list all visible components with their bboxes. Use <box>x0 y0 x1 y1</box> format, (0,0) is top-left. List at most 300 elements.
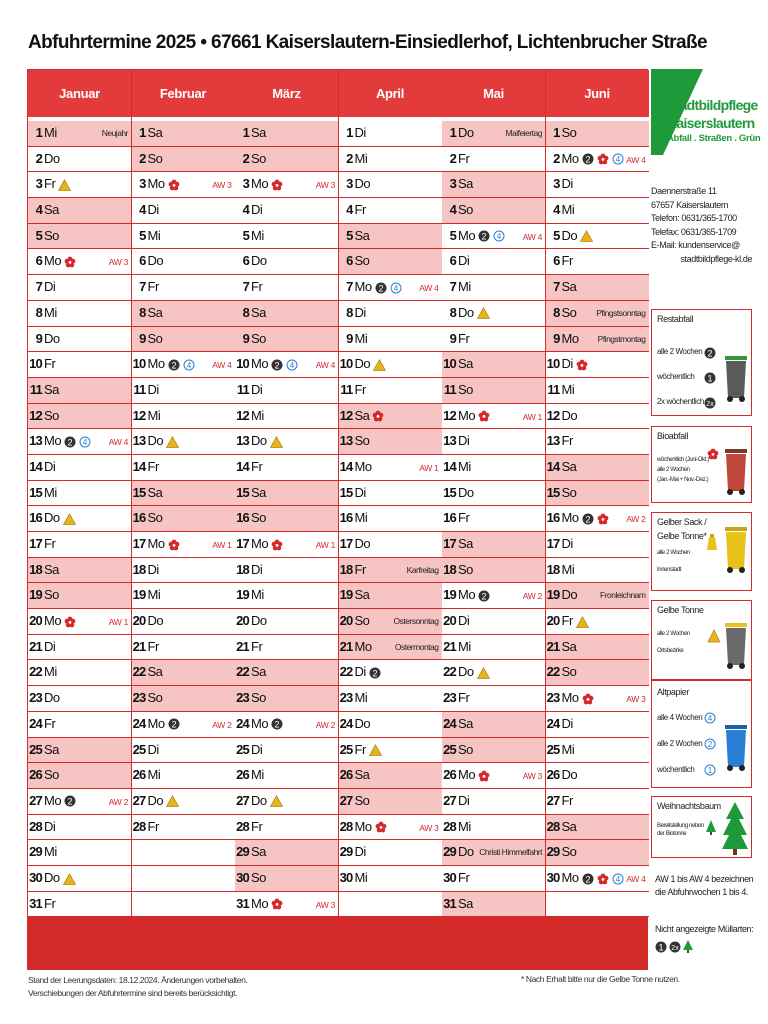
day-number: 3 <box>242 176 249 192</box>
triangle-icon <box>576 616 589 628</box>
svg-text:2x: 2x <box>706 401 714 408</box>
day-cell <box>235 275 338 301</box>
legend-weihnachtsbaum <box>651 796 752 858</box>
day-number: 23 <box>29 690 42 706</box>
day-number: 10 <box>443 356 456 372</box>
weekday: Mi <box>251 407 264 423</box>
day-number: 9 <box>242 330 249 346</box>
email-line: E-Mail: kundenservice@ <box>651 240 740 250</box>
day-number: 13 <box>339 433 353 449</box>
weekly-icon <box>704 371 716 389</box>
svg-text:4: 4 <box>393 283 398 293</box>
four-weekly-icon <box>493 230 505 242</box>
weekday: Di <box>251 202 263 218</box>
weekday: Mi <box>251 767 264 783</box>
svg-text:2: 2 <box>585 154 591 165</box>
svg-text:1: 1 <box>707 766 713 775</box>
weekday: Do <box>147 433 164 449</box>
day-number: 20 <box>546 613 560 629</box>
day-number: 17 <box>236 536 249 551</box>
day-cell <box>339 198 442 224</box>
svg-text:2: 2 <box>481 231 487 242</box>
day-cell <box>235 455 338 481</box>
month-column <box>28 70 131 917</box>
day-cell <box>28 532 131 558</box>
weekday: Fr <box>251 458 263 474</box>
day-number: 29 <box>339 844 353 860</box>
day-cell <box>442 172 545 198</box>
weekday: Mo <box>147 356 165 372</box>
holiday-label: Karfreitag <box>406 564 439 575</box>
flower-icon <box>271 179 283 191</box>
legend-gelbe-tonne <box>651 600 752 680</box>
day-cell <box>132 147 235 173</box>
four-weekly-icon <box>286 359 298 371</box>
legend-title: Altpapier <box>657 687 689 697</box>
weekday: Fr <box>458 510 470 526</box>
weekday: Mi <box>458 638 471 654</box>
day-number: 12 <box>132 407 146 423</box>
day-number: 8 <box>346 304 353 320</box>
day-cell <box>339 686 442 712</box>
weekday: So <box>354 792 370 808</box>
day-number: 18 <box>29 561 42 577</box>
triangle-icon <box>580 230 593 242</box>
day-number: 6 <box>346 253 353 269</box>
pickup-week-label: AW 4 <box>522 231 542 242</box>
weekday: Mi <box>251 227 264 243</box>
small-tree-icon <box>683 940 693 958</box>
day-number: 22 <box>132 664 146 680</box>
day-number: 9 <box>553 330 560 346</box>
weekday: Sa <box>458 176 473 192</box>
day-cell <box>28 404 131 430</box>
day-cell <box>132 275 235 301</box>
two-weekly-icon <box>478 230 490 242</box>
day-cell <box>28 172 131 198</box>
weekday: Di <box>44 279 56 295</box>
day-number: 10 <box>29 356 42 372</box>
weekday: Sa <box>44 741 59 757</box>
four-weekly-icon <box>704 711 716 729</box>
weekday: Mi <box>44 664 57 680</box>
svg-text:2: 2 <box>171 719 177 730</box>
day-cell <box>235 198 338 224</box>
day-cell <box>132 532 235 558</box>
legend-gelber-sack <box>651 512 752 591</box>
day-number: 26 <box>443 767 456 783</box>
triangle-icon <box>477 667 490 679</box>
weekday: So <box>458 202 473 218</box>
day-cell <box>442 815 545 841</box>
day-number: 3 <box>449 176 456 192</box>
day-cell <box>442 686 545 712</box>
day-number: 21 <box>236 638 249 654</box>
weekday: Di <box>147 561 159 577</box>
weekday: Di <box>561 176 573 192</box>
day-cell <box>235 840 338 866</box>
svg-text:2: 2 <box>67 437 73 448</box>
weekday: Mi <box>354 869 368 885</box>
day-cell <box>132 481 235 507</box>
pickup-week-label: AW 4 <box>626 873 646 884</box>
day-cell <box>546 738 649 764</box>
day-number: 20 <box>132 613 146 629</box>
holiday-label: Neujahr <box>101 128 128 138</box>
weekday: Sa <box>44 202 59 218</box>
pickup-week-label: AW 3 <box>315 180 335 191</box>
weekday: So <box>458 741 473 757</box>
pickup-week-label: AW 4 <box>419 283 439 294</box>
day-number: 7 <box>139 279 146 295</box>
weekday: Mo <box>147 176 165 192</box>
weekday: So <box>44 407 59 423</box>
address-line: 67657 Kaiserslautern <box>651 199 729 210</box>
weekday: Di <box>147 202 159 218</box>
day-number: 17 <box>443 536 456 551</box>
legend-row: alle 4 Wochen <box>657 713 703 722</box>
weekday: So <box>44 227 59 243</box>
weekday: Sa <box>561 458 577 474</box>
svg-text:2: 2 <box>274 360 280 371</box>
day-cell <box>339 712 442 738</box>
svg-text:4: 4 <box>615 155 620 165</box>
day-number: 2 <box>346 150 353 166</box>
footer-footnote: * Nach Erhalt bitte nur die Gelbe Tonne nutzen. <box>521 974 680 984</box>
weekday: Mo <box>561 869 579 885</box>
day-cell <box>235 712 338 738</box>
triangle-icon <box>477 307 490 319</box>
holiday-label: Ostermontag <box>394 641 439 652</box>
day-cell <box>235 429 338 455</box>
day-number: 6 <box>242 253 249 269</box>
weekday: So <box>147 150 163 166</box>
month-header: April <box>339 70 442 117</box>
triangle-icon <box>166 436 179 448</box>
flower-icon <box>168 539 180 551</box>
day-cell <box>28 583 131 609</box>
day-cell <box>442 892 545 918</box>
day-cell <box>339 352 442 378</box>
day-number: 7 <box>242 279 249 295</box>
four-weekly-icon <box>612 873 624 885</box>
legend-row: der Biotonne <box>657 831 687 837</box>
weekday: Fr <box>44 895 56 911</box>
weekday: Sa <box>354 407 370 423</box>
day-number: 27 <box>132 792 146 808</box>
day-cell <box>546 506 649 532</box>
weekday: Mi <box>561 561 575 577</box>
day-number: 19 <box>339 587 353 603</box>
weekday: Di <box>458 433 470 449</box>
flower-icon <box>597 153 609 165</box>
weekday: Fr <box>458 869 470 885</box>
day-number: 23 <box>546 690 560 706</box>
day-number: 5 <box>553 227 560 243</box>
weekday: Di <box>354 125 366 140</box>
day-cell <box>235 558 338 584</box>
weekday: Sa <box>147 484 163 500</box>
day-cell <box>546 583 649 609</box>
pickup-week-label: AW 1 <box>419 462 439 473</box>
day-cell <box>442 249 545 275</box>
day-number: 3 <box>346 176 353 192</box>
weekday: Do <box>251 792 267 808</box>
pickup-week-label: AW 4 <box>315 360 335 371</box>
day-number: 16 <box>443 510 456 526</box>
weekday: So <box>251 869 266 885</box>
weekday: Di <box>251 381 263 397</box>
day-cell <box>546 147 649 173</box>
day-number: 28 <box>339 818 353 834</box>
day-number: 21 <box>546 638 560 654</box>
legend-restabfall <box>651 309 752 416</box>
weekday: So <box>561 484 577 500</box>
day-number: 18 <box>339 561 353 577</box>
day-cell <box>132 583 235 609</box>
weekday: Do <box>251 613 267 629</box>
day-cell <box>339 866 442 892</box>
svg-text:2: 2 <box>67 796 73 807</box>
day-number: 14 <box>443 458 456 474</box>
pickup-week-label: AW 2 <box>626 514 646 525</box>
day-number: 2 <box>242 150 249 166</box>
day-cell <box>235 738 338 764</box>
weekday: Mo <box>147 536 165 551</box>
day-cell <box>235 866 338 892</box>
day-number: 5 <box>346 227 353 243</box>
day-number: 15 <box>132 484 146 500</box>
day-number: 28 <box>132 818 146 834</box>
day-cell <box>442 712 545 738</box>
day-number: 13 <box>29 433 42 449</box>
weekday: Mo <box>147 715 165 731</box>
weekday: Fr <box>147 638 159 654</box>
day-cell <box>546 789 649 815</box>
svg-text:2: 2 <box>378 283 384 294</box>
month-header: Juni <box>546 70 649 117</box>
day-number: 20 <box>443 613 456 629</box>
weekday: Sa <box>251 844 266 860</box>
day-cell <box>28 249 131 275</box>
day-cell <box>28 121 131 147</box>
day-number: 16 <box>236 510 249 526</box>
weekday: Mi <box>147 407 161 423</box>
pickup-week-label: AW 2 <box>315 719 335 730</box>
day-cell <box>546 635 649 661</box>
pickup-week-label: AW 4 <box>108 437 128 448</box>
day-cell <box>442 840 545 866</box>
weekday: Fr <box>561 253 573 269</box>
pickup-week-label: AW 2 <box>522 591 542 602</box>
day-cell <box>442 378 545 404</box>
day-cell <box>132 198 235 224</box>
weekday: Mo <box>251 356 269 372</box>
aw-note <box>655 873 753 899</box>
day-cell <box>28 866 131 892</box>
weekday: Mi <box>458 458 471 474</box>
weekday: Sa <box>44 561 59 577</box>
page-title: Abfuhrtermine 2025 • 67661 Kaiserslautern-Einsiedlerhof, Lichtenbrucher Straße <box>28 32 707 53</box>
weekday: Fr <box>147 458 159 474</box>
day-cell <box>339 583 442 609</box>
weekday: Sa <box>561 818 577 834</box>
day-number: 8 <box>242 304 249 320</box>
day-cell <box>339 738 442 764</box>
day-number: 29 <box>29 844 42 860</box>
grey-bin-icon <box>724 352 748 407</box>
weekday: So <box>354 433 370 449</box>
address-line: Daennerstraße 11 <box>651 186 717 196</box>
day-cell <box>442 660 545 686</box>
weekday: Mo <box>561 330 579 346</box>
weekday: Do <box>354 715 371 731</box>
weekday: Fr <box>251 638 263 654</box>
day-number: 22 <box>443 664 456 680</box>
day-cell <box>132 815 235 841</box>
day-cell <box>546 429 649 455</box>
two-weekly-icon <box>375 282 387 294</box>
weekday: Mo <box>251 715 269 731</box>
day-number: 4 <box>139 202 146 218</box>
day-number: 12 <box>339 407 353 423</box>
day-number: 22 <box>236 664 249 680</box>
weekday: Di <box>354 844 366 860</box>
day-cell <box>28 275 131 301</box>
day-cell <box>28 429 131 455</box>
svg-text:2: 2 <box>707 740 713 749</box>
svg-text:4: 4 <box>615 874 620 884</box>
day-cell <box>339 609 442 635</box>
weekday: Do <box>561 407 578 423</box>
day-cell <box>28 660 131 686</box>
brown-bin-icon <box>724 445 748 500</box>
day-number: 6 <box>553 253 560 269</box>
day-number: 25 <box>339 741 353 757</box>
day-cell <box>442 481 545 507</box>
two-weekly-icon <box>582 513 594 525</box>
two-weekly-icon <box>271 359 283 371</box>
weekday: Sa <box>354 227 370 243</box>
twice-weekly-icon <box>669 940 681 958</box>
legend-row: Bereitstellung neben <box>657 823 704 829</box>
two-weekly-icon <box>271 718 283 730</box>
day-cell <box>235 378 338 404</box>
holiday-label: Pfingstsonntag <box>596 307 646 318</box>
weekday: Do <box>561 227 578 243</box>
weekday: Mo <box>458 767 476 783</box>
day-number: 13 <box>132 433 146 449</box>
weekday: Fr <box>44 356 56 372</box>
four-weekly-icon <box>612 153 624 165</box>
day-cell <box>235 686 338 712</box>
contact-address <box>651 185 752 266</box>
day-number: 30 <box>236 869 249 885</box>
weekday: Sa <box>147 125 163 140</box>
flower-icon <box>478 410 490 422</box>
day-number: 7 <box>35 279 42 295</box>
day-cell <box>339 763 442 789</box>
weekday: Mo <box>561 150 579 166</box>
day-number: 18 <box>546 561 560 577</box>
weekday: So <box>561 664 577 680</box>
day-number: 4 <box>35 202 42 218</box>
day-number: 11 <box>29 381 42 397</box>
day-number: 21 <box>132 638 146 654</box>
two-weekly-icon <box>704 346 716 364</box>
weekday: So <box>354 253 370 269</box>
weekday: So <box>147 690 163 706</box>
day-cell <box>132 686 235 712</box>
aw-note-line: die Abfuhrwochen 1 bis 4. <box>655 887 749 897</box>
day-number: 1 <box>35 125 42 140</box>
flower-icon <box>271 898 283 910</box>
holiday-label: Christi Himmelfahrt <box>479 847 542 858</box>
day-number: 25 <box>29 741 42 757</box>
weekday: Sa <box>354 767 370 783</box>
day-cell <box>28 378 131 404</box>
svg-text:4: 4 <box>186 360 191 370</box>
day-cell <box>132 455 235 481</box>
legend-row: alle 2 Wochen <box>657 739 703 748</box>
legend-altpapier <box>651 680 752 788</box>
weekday: Fr <box>458 330 470 346</box>
day-number: 31 <box>236 895 249 911</box>
day-cell <box>132 609 235 635</box>
weekday: Fr <box>354 741 366 757</box>
day-cell <box>132 352 235 378</box>
day-cell <box>339 378 442 404</box>
day-number: 20 <box>29 613 42 629</box>
aw-note-line: AW 1 bis AW 4 bezeichnen <box>655 874 754 884</box>
day-number: 10 <box>236 356 249 372</box>
day-number: 17 <box>339 536 353 551</box>
svg-text:2: 2 <box>707 348 713 359</box>
day-cell <box>28 609 131 635</box>
flower-icon <box>64 256 76 268</box>
pickup-week-label: AW 1 <box>212 540 232 550</box>
day-number: 17 <box>546 536 560 551</box>
day-number: 17 <box>29 536 42 551</box>
day-cell <box>339 815 442 841</box>
two-weekly-icon <box>168 359 180 371</box>
weekday: Do <box>458 125 474 140</box>
day-cell <box>546 660 649 686</box>
day-cell <box>235 583 338 609</box>
day-cell <box>339 558 442 584</box>
day-cell <box>442 198 545 224</box>
day-cell <box>339 275 442 301</box>
weekday: Di <box>561 356 573 372</box>
weekday: Sa <box>251 664 266 680</box>
day-cell <box>235 609 338 635</box>
svg-text:4: 4 <box>707 714 713 723</box>
weekday: So <box>458 561 473 577</box>
day-cell <box>339 327 442 353</box>
footer-note <box>28 974 247 1000</box>
day-number: 31 <box>29 895 42 911</box>
legend-title: Gelbe Tonne* <box>657 531 707 541</box>
weekday: Mi <box>44 304 57 320</box>
day-number: 26 <box>236 767 249 783</box>
svg-text:2: 2 <box>481 591 487 602</box>
weekday: Sa <box>354 587 370 603</box>
weekday: Fr <box>147 279 159 295</box>
day-cell <box>339 301 442 327</box>
day-number: 30 <box>443 869 456 885</box>
day-cell <box>132 738 235 764</box>
pickup-week-label: AW 4 <box>212 360 232 371</box>
